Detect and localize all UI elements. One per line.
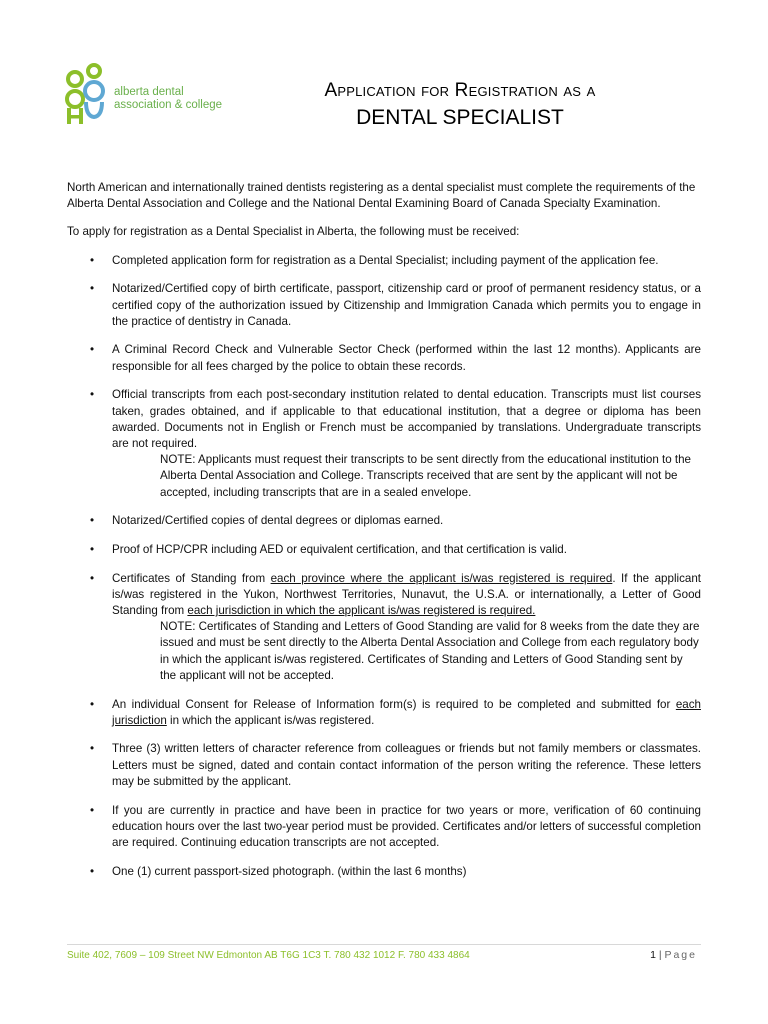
- adac-logo-mark: [64, 62, 110, 126]
- page-indicator: [650, 949, 697, 961]
- list-item: [67, 342, 701, 374]
- item-text: One (1) current passport-sized photograph. (within the last 6 months): [112, 864, 467, 878]
- item-text: Notarized/Certified copy of birth certificate, passport, citizenship card or proof of permanent residency status, or a certified copy of the authorization issued by Citizenship and Immigration Canada which permits you to engage in the practice of dentistry in Canada.: [112, 282, 701, 328]
- bullet-icon: •: [90, 343, 95, 357]
- title-line2: DENTAL SPECIALIST: [356, 106, 564, 129]
- logo-line2: association & college: [114, 99, 223, 111]
- transcript-note: NOTE: Applicants must request their transcripts to be sent directly from the educational institution to the Alberta Dental Association and College. Transcripts received that are sent by the applicant will not be accepted, including transcripts that are in a sealed envelope.: [160, 453, 691, 499]
- footer-address: Suite 402, 7609 – 109 Street NW Edmonton AB T6G 1C3 T. 780 432 1012 F. 780 433 4864: [67, 950, 470, 961]
- list-item: [67, 387, 701, 500]
- item-text: . If the applicant is/was registered in the Yukon, Northwest Territories, Nunavut, the U.S.A. or internationally, a Letter of Good Standing from: [112, 571, 702, 618]
- list-item: [67, 697, 701, 729]
- page-number: 1: [650, 949, 656, 961]
- underlined-text: each jurisdiction in which the applicant is/was registered is required.: [187, 604, 536, 618]
- item-text: Three (3) written letters of character reference from colleagues or friends but not family members or classmates. Letters must be signed, dated and contain contact information of the person writing the reference. These letters may be submitted by the applicant.: [112, 742, 701, 788]
- page-separator: |: [655, 949, 665, 961]
- logo-wordmark: [114, 86, 222, 112]
- item-text: Notarized/Certified copies of dental degrees or diplomas earned.: [112, 514, 444, 528]
- list-item: [67, 542, 701, 558]
- list-item: [67, 571, 701, 684]
- page-word: Page: [664, 949, 697, 961]
- bullet-icon: •: [90, 542, 95, 556]
- list-item: [67, 281, 701, 330]
- bullet-icon: •: [90, 571, 95, 585]
- bullet-icon: •: [90, 282, 95, 296]
- logo-line1: alberta dental: [114, 86, 184, 98]
- bullet-icon: •: [90, 253, 95, 267]
- page-footer: [67, 944, 701, 965]
- item-text: An individual Consent for Release of Information form(s) is required to be completed and submitted for: [112, 697, 676, 711]
- standing-note: NOTE: Certificates of Standing and Letters of Good Standing are valid for 8 weeks from the date they are issued and must be sent directly to the Alberta Dental Association and College from each regulatory body in which the applicant is/was registered. Certificates of Standing and Letters of Good Standing sent by the applicant will not be accepted.: [160, 620, 700, 682]
- underlined-text: each province where the applicant is/was registered is required: [270, 571, 613, 585]
- bullet-icon: •: [90, 697, 95, 711]
- list-item: [67, 513, 701, 529]
- bullet-icon: •: [90, 514, 95, 528]
- bullet-icon: •: [90, 388, 95, 402]
- list-item: [67, 803, 701, 852]
- list-item: [67, 253, 701, 269]
- item-text: in which the applicant is/was registered.: [166, 713, 375, 727]
- title-line1: Application for Registration as a: [324, 80, 596, 101]
- item-text: If you are currently in practice and have been in practice for two years or more, verification of 60 continuing education hours over the last two-year period must be provided. Certificates and/or letters of successful completion are required. Continuing education transcripts are not accepted.: [112, 803, 701, 849]
- list-item: [67, 864, 701, 880]
- intro-paragraph: North American and internationally trained dentists registering as a dental specialist must complete the requirements of the Alberta Dental Association and College and the National Dental Examining Board of Canada Specialty Examination.: [67, 181, 696, 211]
- item-text: Proof of HCP/CPR including AED or equivalent certification, and that certification is valid.: [112, 542, 567, 556]
- bullet-icon: •: [90, 803, 95, 817]
- document-body: [67, 180, 701, 892]
- adac-logo: [64, 62, 234, 128]
- lead-paragraph: To apply for registration as a Dental Specialist in Alberta, the following must be received:: [67, 225, 520, 239]
- item-text: A Criminal Record Check and Vulnerable Sector Check (performed within the last 12 months). Applicants are responsible for all fees charged by the police to obtain these records.: [112, 343, 701, 373]
- bullet-icon: •: [90, 742, 95, 756]
- bullet-icon: •: [90, 864, 95, 878]
- document-title: [240, 78, 680, 132]
- item-text: Completed application form for registration as a Dental Specialist; including payment of the application fee.: [112, 253, 659, 267]
- underlined-text: each jurisdiction: [112, 697, 701, 727]
- list-item: [67, 741, 701, 790]
- item-text: Certificates of Standing from: [112, 571, 271, 585]
- item-text: Official transcripts from each post-secondary institution related to dental education. Transcripts must list courses taken, grades obtained, and if applicable to that educational institution, that a degree or diploma has been awarded. Documents not in English or French must be accompanied by translations. Undergraduate transcripts are not required.: [112, 388, 701, 450]
- requirements-list: [67, 253, 701, 880]
